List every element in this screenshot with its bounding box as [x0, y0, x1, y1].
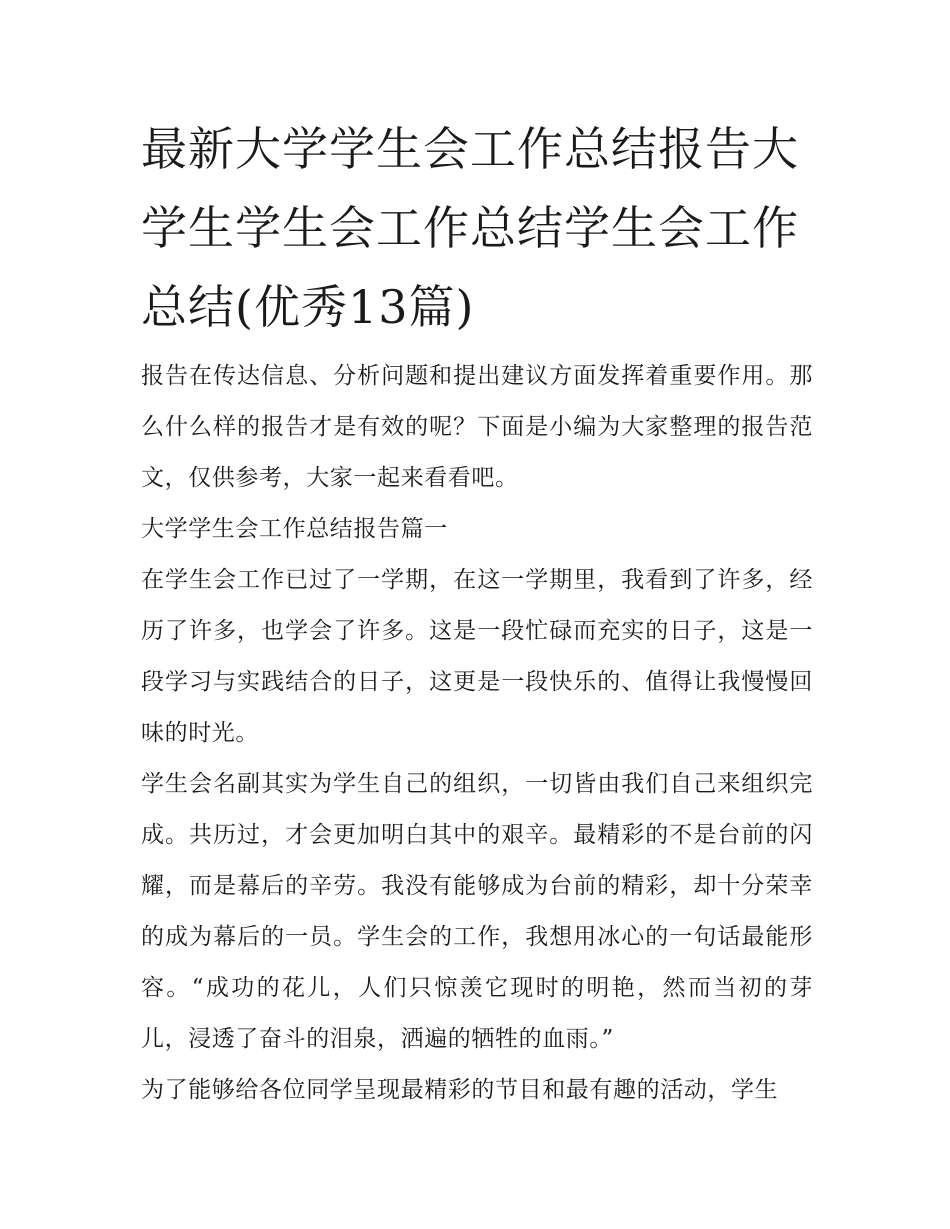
- body-paragraph-2: 学生会名副其实为学生自己的组织，一切皆由我们自己来组织完成。共历过，才会更加明白其中的艰辛。最精彩的不是台前的闪耀，而是幕后的辛劳。我没有能够成为台前的精彩，却十分荣幸的成为幕后的一员。学生会的工作，我想用冰心的一句话最能形容。“成功的花儿，人们只惊羡它现时的明艳，然而当初的芽儿，浸透了奋斗的泪泉，洒遍的牺牲的血雨。”: [141, 771, 813, 1052]
- document-page: [141, 110, 813, 1116]
- intro-paragraph: 报告在传达信息、分析问题和提出建议方面发挥着重要作用。那么什么样的报告才是有效的呢？下面是小编为大家整理的报告范文，仅供参考，大家一起来看看吧。: [141, 363, 813, 491]
- body-paragraph-1: 在学生会工作已过了一学期，在这一学期里，我看到了许多，经历了许多，也学会了许多。这是一段忙碌而充实的日子，这是一段学习与实践结合的日子，这更是一段快乐的、值得让我慢慢回味的时光。: [141, 567, 813, 746]
- section-heading: 大学学生会工作总结报告篇一: [141, 516, 448, 542]
- body-paragraph-3: 为了能够给各位同学呈现最精彩的节目和最有趣的活动，学生: [141, 1077, 779, 1103]
- document-title: 最新大学学生会工作总结报告大学生学生会工作总结学生会工作总结(优秀13篇): [141, 122, 799, 334]
